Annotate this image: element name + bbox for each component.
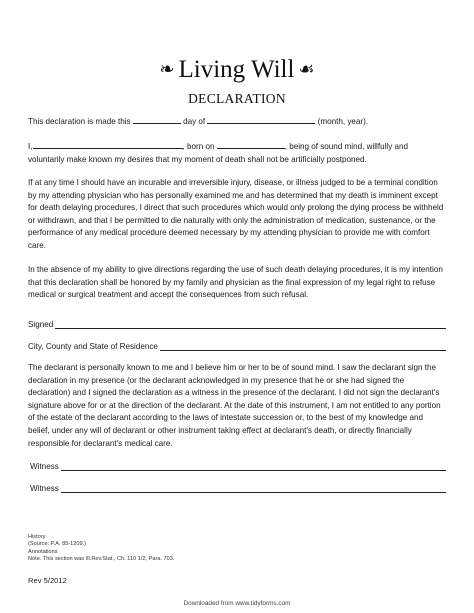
- history-block: History (Source: P.A. 85-1209.) Annotations Note. This section was Ill.Rev.Stat., Ch. 110 1/2, Para. 703.: [28, 534, 175, 563]
- declarant-paragraph: I, , born on , being of sound mind, willfully and voluntarily make known my desires that my moment of death shall not be artificially postponed.: [28, 142, 408, 164]
- residence-field[interactable]: [160, 342, 446, 351]
- witness-line-1: Witness: [28, 462, 446, 471]
- document-title: [0, 56, 474, 84]
- directive-paragraph: If at any time I should have an incurable and irreversible injury, disease, or illness judged to be a terminal condition by my attending physician who has personally examined me and has determined that my death is imminent except for death delaying procedures, I direct that such procedures which would only prolong the dying process be withheld or withdrawn, and that I be permitted to die naturally with only the administration of medication, sustenance, or the performance of any medical procedure deemed necessary by my attending physician to provide me with comfort care.: [28, 178, 444, 250]
- declaration-date-paragraph: This declaration is made this day of (month, year).: [28, 117, 369, 126]
- witness-statement-paragraph: The declarant is personally known to me and I believe him or her to be of sound mind. I saw the declarant sign the declaration in my presence (or the declarant acknowledged in my presence that he or she had signed the declaration) and I signed the declaration as a witness in the presence of the declarant. I did not sign the declarant's signature above for or at the direction of the declarant. At the date of this instrument, I am not entitled to any portion of the estate of the declarant according to the laws of intestate succession or, to the best of my knowledge and belief, under any will of declarant or other instrument taking effect at declarant's death, or directly financially responsible for declarant's medical care.: [28, 363, 441, 448]
- day-blank[interactable]: [133, 115, 181, 124]
- download-footer: Downloaded from www.tidyforms.com: [183, 600, 291, 607]
- declarant-name-blank[interactable]: [33, 140, 183, 149]
- revision-label: Rev 5/2012: [28, 576, 67, 585]
- birth-date-blank[interactable]: [217, 140, 285, 149]
- witness-line-2: Witness: [28, 484, 446, 493]
- left-ornament-icon: ❧: [159, 59, 175, 80]
- witness-1-field[interactable]: [61, 462, 446, 471]
- signed-line: Signed: [28, 320, 446, 329]
- document-subtitle: DECLARATION: [188, 91, 286, 106]
- residence-line: City, County and State of Residence: [28, 342, 446, 351]
- witness-2-field[interactable]: [61, 484, 446, 493]
- signature-field[interactable]: [55, 320, 446, 329]
- title-text: Living Will: [178, 56, 295, 83]
- absence-paragraph: In the absence of my ability to give directions regarding the use of such death delaying procedures, it is my intention that this declaration shall be honored by my family and physician as the final expression of my legal right to refuse medical or surgical treatment and accept the consequences from such refusal.: [28, 265, 443, 300]
- right-ornament-icon: ☙: [298, 59, 315, 80]
- month-year-blank[interactable]: [207, 115, 315, 124]
